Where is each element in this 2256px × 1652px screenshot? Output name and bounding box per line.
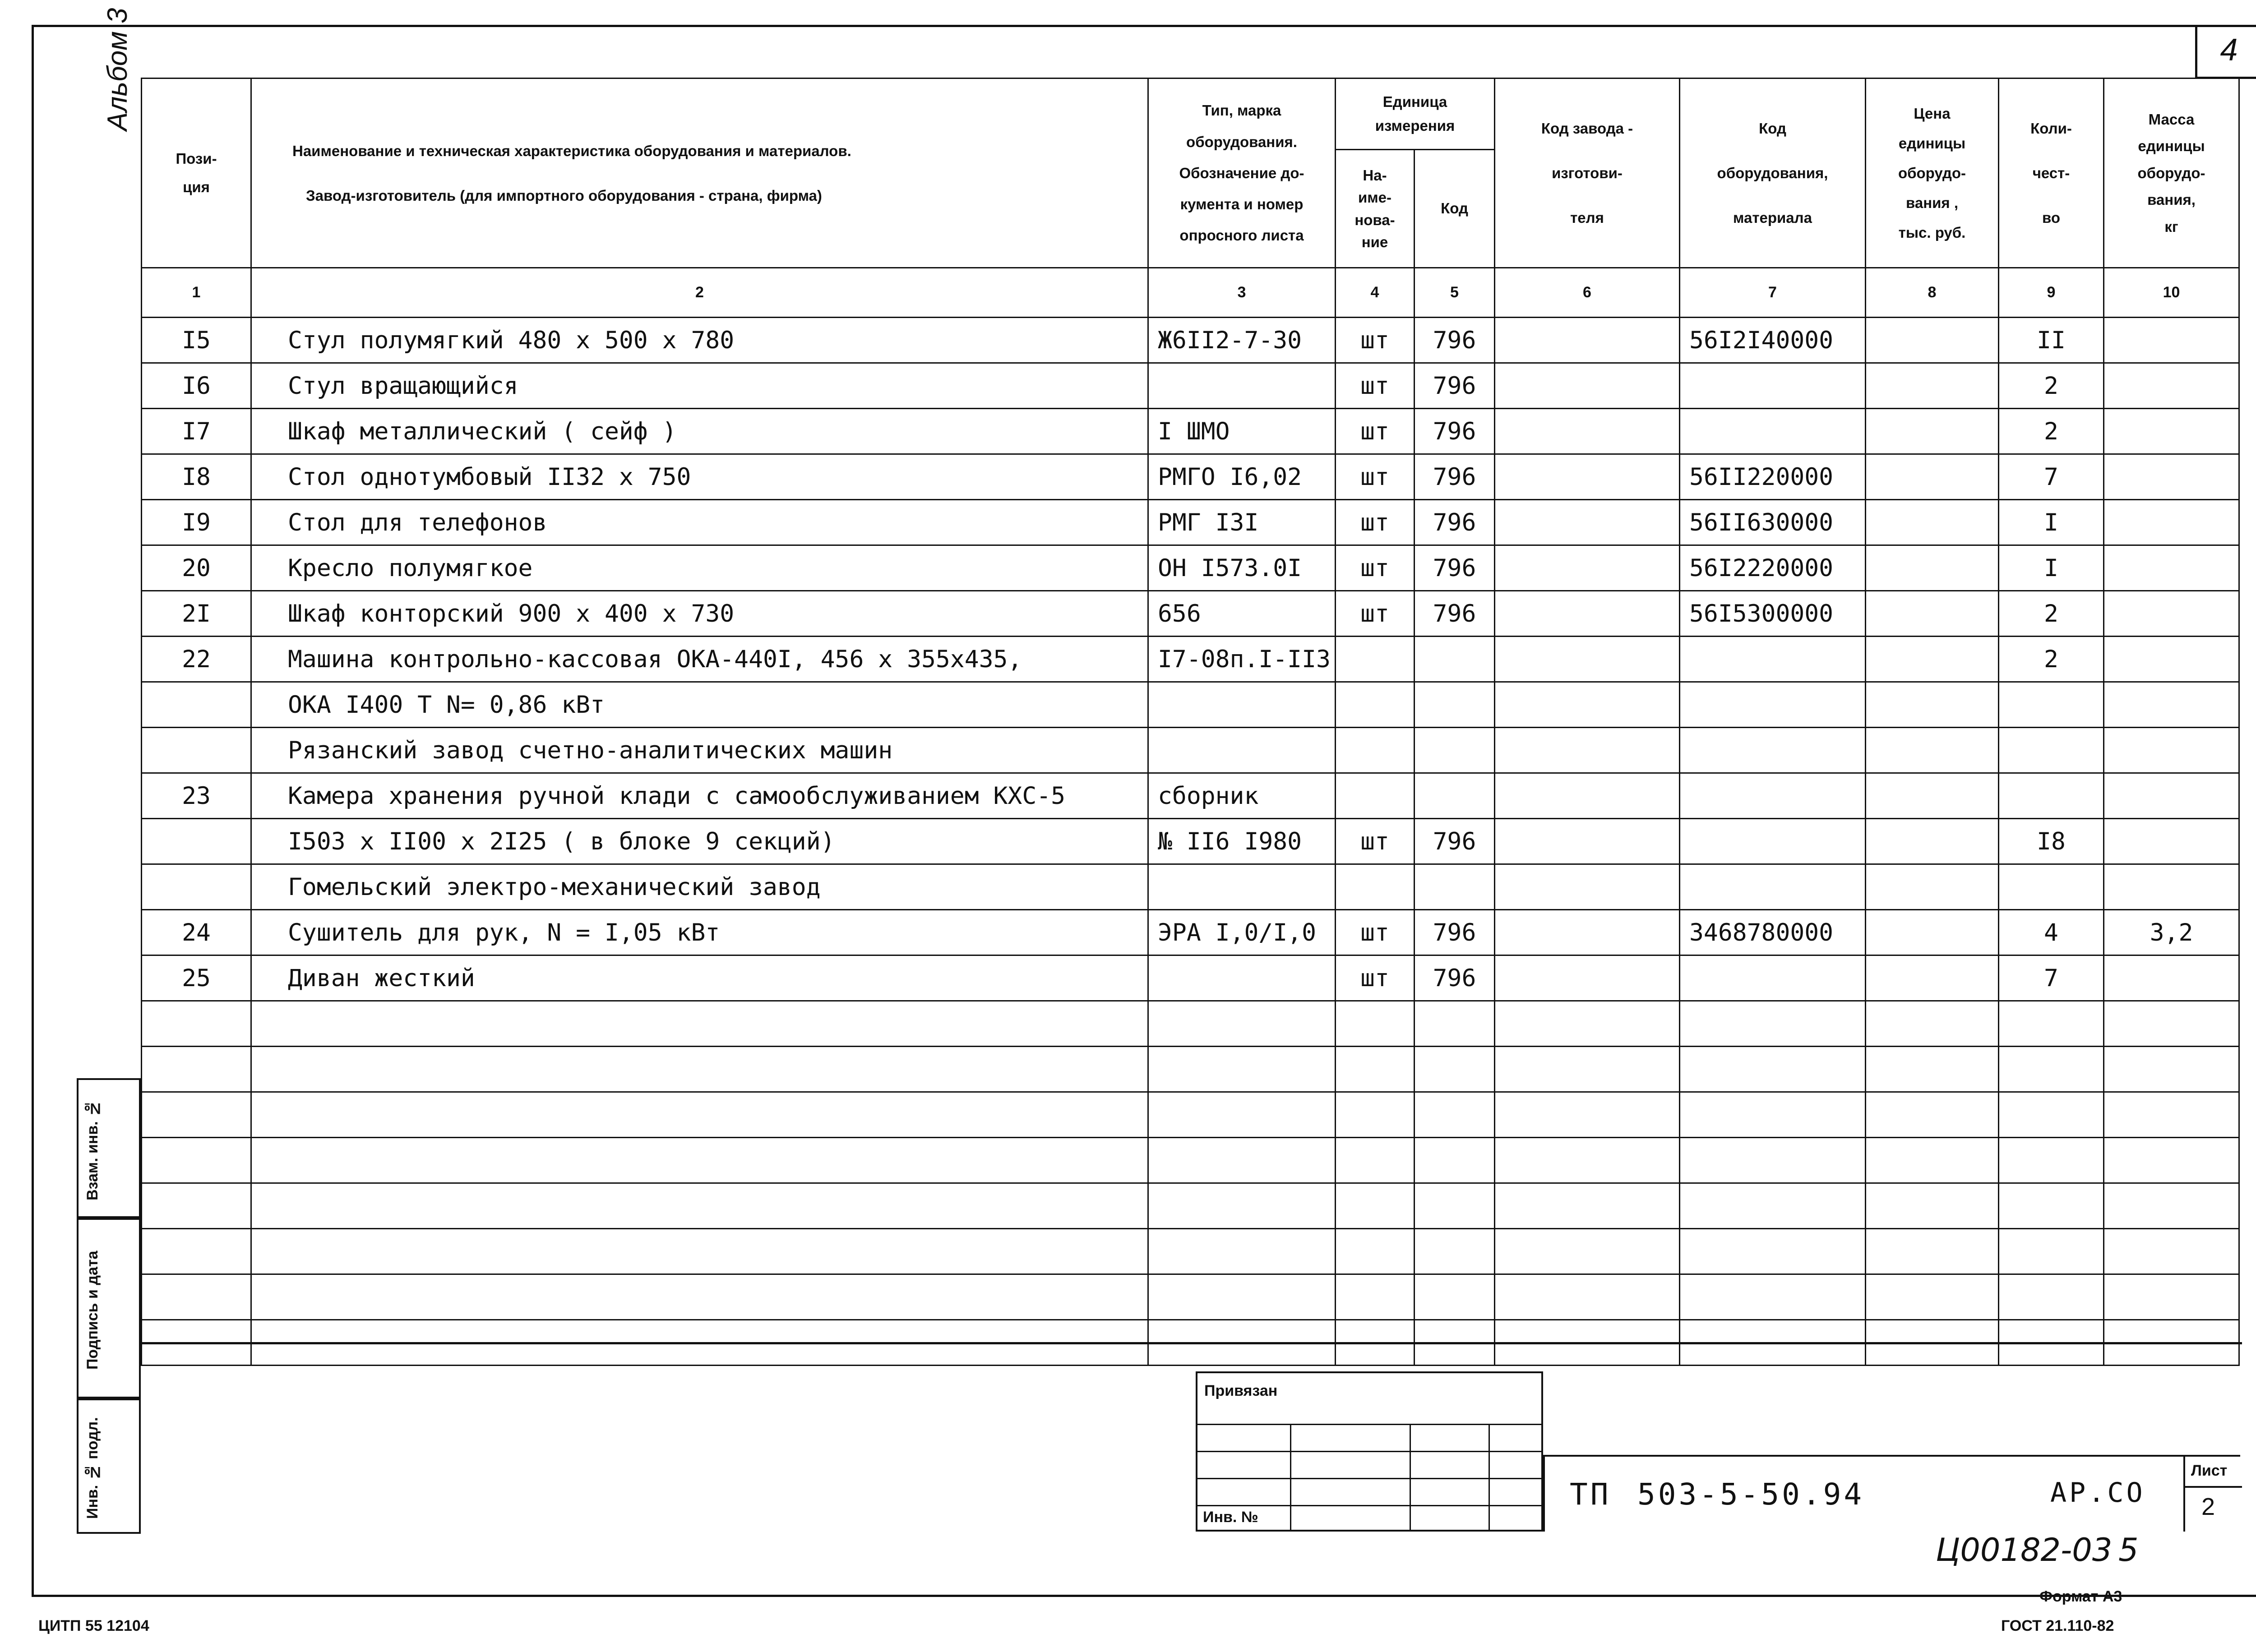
cell-unit: шт: [1336, 591, 1415, 637]
table-row: [142, 591, 2239, 637]
header-factory-code: Код завода - изготови- теля: [1495, 78, 1680, 268]
handwritten-code: Ц00182-03: [1936, 1532, 2113, 1569]
cell-pos: I6: [142, 363, 251, 409]
table-row: [142, 637, 2239, 682]
cell-mcode: [1680, 773, 1866, 819]
cell-qty: 7: [1999, 454, 2104, 500]
table-row: [142, 819, 2239, 864]
cell-mcode: [1680, 363, 1866, 409]
empty-cell: [2104, 1229, 2239, 1274]
cell-mass: [2104, 682, 2239, 728]
cell-mass: [2104, 864, 2239, 910]
cell-mass: [2104, 819, 2239, 864]
cell-type: [1148, 363, 1336, 409]
cell-factory: [1495, 910, 1680, 955]
cell-pos: I8: [142, 454, 251, 500]
empty-cell: [1495, 1047, 1680, 1092]
cell-pos: 24: [142, 910, 251, 955]
empty-cell: [142, 1047, 251, 1092]
privyazan-label: Привязан: [1204, 1382, 1278, 1399]
header-mass: Масса единицы оборудо- вания, кг: [2104, 78, 2239, 268]
cell-code: [1415, 728, 1495, 773]
empty-cell: [2104, 1047, 2239, 1092]
empty-cell: [1148, 1229, 1336, 1274]
cell-qty: [1999, 864, 2104, 910]
empty-cell: [1336, 1001, 1415, 1047]
cell-pos: I5: [142, 318, 251, 363]
cell-mass: [2104, 728, 2239, 773]
cell-code: 796: [1415, 955, 1495, 1001]
empty-row: [142, 1229, 2239, 1274]
empty-cell: [1495, 1183, 1680, 1229]
header-material-code: Код оборудования, материала: [1680, 78, 1866, 268]
empty-cell: [1495, 1274, 1680, 1320]
table-row: [142, 955, 2239, 1001]
empty-row: [142, 1274, 2239, 1320]
cell-price: [1866, 819, 1999, 864]
empty-cell: [1866, 1001, 1999, 1047]
empty-cell: [1999, 1138, 2104, 1183]
cell-price: [1866, 318, 1999, 363]
cell-code: 796: [1415, 591, 1495, 637]
empty-cell: [1866, 1274, 1999, 1320]
header-position: Пози- ция: [142, 78, 251, 268]
empty-cell: [1495, 1229, 1680, 1274]
empty-row: [142, 1138, 2239, 1183]
cell-factory: [1495, 864, 1680, 910]
empty-row: [142, 1001, 2239, 1047]
cell-mass: [2104, 500, 2239, 545]
cell-factory: [1495, 591, 1680, 637]
cell-mcode: [1680, 728, 1866, 773]
cell-qty: 2: [1999, 363, 2104, 409]
cell-price: [1866, 454, 1999, 500]
cell-mass: [2104, 637, 2239, 682]
cell-name: Шкаф конторский 900 x 400 x 730: [251, 591, 1148, 637]
table-row: [142, 545, 2239, 591]
cell-mass: [2104, 955, 2239, 1001]
cell-type: ОН I573.0I: [1148, 545, 1336, 591]
empty-cell: [2104, 1138, 2239, 1183]
cell-unit: шт: [1336, 363, 1415, 409]
inv-no-label: Инв. №: [1203, 1509, 1258, 1526]
empty-cell: [142, 1183, 251, 1229]
cell-code: [1415, 773, 1495, 819]
cell-qty: 2: [1999, 637, 2104, 682]
empty-row: [142, 1092, 2239, 1138]
cell-qty: [1999, 682, 2104, 728]
cell-name: Стул вращающийся: [251, 363, 1148, 409]
handwritten-page: 5: [2118, 1532, 2139, 1569]
empty-cell: [1680, 1274, 1866, 1320]
sheet-number: 2: [2201, 1493, 2215, 1520]
empty-cell: [1415, 1001, 1495, 1047]
empty-cell: [1866, 1138, 1999, 1183]
cell-factory: [1495, 637, 1680, 682]
cell-pos: [142, 864, 251, 910]
stamp-inv: Инв. № подл.: [77, 1398, 141, 1534]
cell-unit: [1336, 637, 1415, 682]
empty-cell: [1148, 1138, 1336, 1183]
cell-code: 796: [1415, 318, 1495, 363]
cell-factory: [1495, 728, 1680, 773]
empty-row: [142, 1047, 2239, 1092]
cell-type: сборник: [1148, 773, 1336, 819]
empty-cell: [1680, 1001, 1866, 1047]
cell-pos: [142, 682, 251, 728]
header-unit-code: Код: [1415, 150, 1495, 268]
empty-cell: [1866, 1047, 1999, 1092]
table-row: [142, 500, 2239, 545]
format-label: Формат А3: [2039, 1588, 2122, 1605]
cell-type: I ШМО: [1148, 409, 1336, 454]
table-row: [142, 363, 2239, 409]
empty-cell: [1680, 1229, 1866, 1274]
cell-price: [1866, 591, 1999, 637]
table-row: [142, 773, 2239, 819]
cell-unit: шт: [1336, 910, 1415, 955]
cell-code: [1415, 682, 1495, 728]
cell-qty: [1999, 773, 2104, 819]
cell-qty: I8: [1999, 819, 2104, 864]
empty-cell: [1415, 1183, 1495, 1229]
cell-mcode: [1680, 637, 1866, 682]
cell-mass: [2104, 591, 2239, 637]
cell-mcode: 56I2220000: [1680, 545, 1866, 591]
cell-qty: II: [1999, 318, 2104, 363]
cell-mcode: [1680, 864, 1866, 910]
cell-unit: шт: [1336, 318, 1415, 363]
cell-mcode: 56I2I40000: [1680, 318, 1866, 363]
empty-cell: [1680, 1183, 1866, 1229]
table-row: [142, 864, 2239, 910]
cell-price: [1866, 910, 1999, 955]
cell-price: [1866, 682, 1999, 728]
cell-mcode: [1680, 819, 1866, 864]
cell-qty: I: [1999, 545, 2104, 591]
empty-cell: [1336, 1229, 1415, 1274]
doc-number: 503-5-50.94: [1637, 1477, 1865, 1512]
empty-cell: [2104, 1001, 2239, 1047]
empty-cell: [142, 1001, 251, 1047]
cell-factory: [1495, 363, 1680, 409]
header-unit: Единица измерения: [1336, 78, 1495, 150]
cell-factory: [1495, 318, 1680, 363]
cell-price: [1866, 545, 1999, 591]
table-row: [142, 728, 2239, 773]
empty-cell: [2104, 1092, 2239, 1138]
column-number-row: 1 2 3 4 5 6 7 8 9 10: [142, 268, 2239, 318]
empty-cell: [251, 1229, 1148, 1274]
empty-cell: [251, 1001, 1148, 1047]
cell-pos: I9: [142, 500, 251, 545]
cell-type: I7-08п.I-II3: [1148, 637, 1336, 682]
cell-type: № II6 I980: [1148, 819, 1336, 864]
header-price: Цена единицы оборудо- вания , тыс. руб.: [1866, 78, 1999, 268]
cell-factory: [1495, 545, 1680, 591]
empty-cell: [1148, 1274, 1336, 1320]
empty-cell: [142, 1229, 251, 1274]
empty-cell: [1148, 1092, 1336, 1138]
header-quantity: Коли- чест- во: [1999, 78, 2104, 268]
cell-price: [1866, 773, 1999, 819]
cell-unit: шт: [1336, 955, 1415, 1001]
cell-name: Стол для телефонов: [251, 500, 1148, 545]
empty-cell: [1999, 1183, 2104, 1229]
cell-factory: [1495, 955, 1680, 1001]
cell-pos: 22: [142, 637, 251, 682]
empty-cell: [2104, 1183, 2239, 1229]
table-row: [142, 409, 2239, 454]
cell-qty: I: [1999, 500, 2104, 545]
cell-name: Машина контрольно-кассовая ОКА-440I, 456 x 355x435,: [251, 637, 1148, 682]
empty-cell: [1148, 1047, 1336, 1092]
cell-unit: шт: [1336, 545, 1415, 591]
doc-mark: АР.СО: [2050, 1477, 2145, 1509]
empty-cell: [1999, 1274, 2104, 1320]
title-block: [1543, 1455, 2240, 1532]
cell-unit: шт: [1336, 409, 1415, 454]
privyazan-stamp: [1196, 1371, 1543, 1532]
empty-cell: [1866, 1092, 1999, 1138]
cell-price: [1866, 637, 1999, 682]
cell-code: 796: [1415, 409, 1495, 454]
sheet-label: Лист: [2191, 1462, 2228, 1479]
cell-unit: шт: [1336, 454, 1415, 500]
cell-price: [1866, 409, 1999, 454]
empty-cell: [1336, 1047, 1415, 1092]
empty-cell: [1336, 1138, 1415, 1183]
cell-type: [1148, 728, 1336, 773]
header-name: Наименование и техническая характеристика оборудования и материалов. Завод-изготовитель (для импортного оборудования - страна, фирма): [251, 78, 1148, 268]
cell-price: [1866, 500, 1999, 545]
empty-cell: [1336, 1092, 1415, 1138]
empty-cell: [1680, 1047, 1866, 1092]
cell-mass: [2104, 363, 2239, 409]
empty-row: [142, 1183, 2239, 1229]
header-unit-name: На- име- нова- ние: [1336, 150, 1415, 268]
cell-unit: шт: [1336, 500, 1415, 545]
sheet-corner-number: 4: [2195, 25, 2256, 79]
cell-type: РМГО I6,02: [1148, 454, 1336, 500]
empty-cell: [1415, 1274, 1495, 1320]
cell-mcode: 56II630000: [1680, 500, 1866, 545]
cell-name: Шкаф металлический ( сейф ): [251, 409, 1148, 454]
cell-factory: [1495, 500, 1680, 545]
cell-qty: 7: [1999, 955, 2104, 1001]
cell-price: [1866, 363, 1999, 409]
table-row: [142, 454, 2239, 500]
empty-cell: [1415, 1047, 1495, 1092]
cell-price: [1866, 728, 1999, 773]
cell-code: 796: [1415, 819, 1495, 864]
cell-factory: [1495, 773, 1680, 819]
bottom-rule: [141, 1342, 2242, 1344]
cell-pos: 23: [142, 773, 251, 819]
empty-cell: [251, 1092, 1148, 1138]
cell-unit: [1336, 682, 1415, 728]
empty-cell: [1495, 1138, 1680, 1183]
cell-pos: [142, 728, 251, 773]
empty-cell: [1866, 1229, 1999, 1274]
doc-prefix: ТП: [1570, 1477, 1611, 1512]
cell-qty: 4: [1999, 910, 2104, 955]
cell-mass: [2104, 454, 2239, 500]
cell-unit: [1336, 728, 1415, 773]
table-row: [142, 910, 2239, 955]
cell-pos: 25: [142, 955, 251, 1001]
cell-price: [1866, 864, 1999, 910]
empty-cell: [1415, 1138, 1495, 1183]
cell-mass: [2104, 409, 2239, 454]
cell-code: 796: [1415, 910, 1495, 955]
empty-cell: [1866, 1183, 1999, 1229]
citp-label: ЦИТП 55 12104: [38, 1617, 149, 1634]
header-type: Тип, марка оборудования. Обозначение до- кумента и номер опросного листа: [1148, 78, 1336, 268]
cell-pos: 20: [142, 545, 251, 591]
empty-cell: [1148, 1001, 1336, 1047]
cell-unit: [1336, 773, 1415, 819]
cell-factory: [1495, 682, 1680, 728]
cell-factory: [1495, 454, 1680, 500]
cell-pos: 2I: [142, 591, 251, 637]
cell-mass: [2104, 773, 2239, 819]
specification-table: [141, 78, 2240, 1366]
empty-cell: [142, 1274, 251, 1320]
cell-factory: [1495, 409, 1680, 454]
cell-mcode: 56I5300000: [1680, 591, 1866, 637]
cell-type: РМГ I3I: [1148, 500, 1336, 545]
cell-type: [1148, 682, 1336, 728]
empty-cell: [1415, 1229, 1495, 1274]
empty-cell: [2104, 1274, 2239, 1320]
empty-cell: [142, 1138, 251, 1183]
cell-code: 796: [1415, 363, 1495, 409]
cell-name: Камера хранения ручной клади с самообслуживанием КХС-5: [251, 773, 1148, 819]
empty-cell: [1680, 1138, 1866, 1183]
cell-name: Сушитель для рук, N = I,05 кВт: [251, 910, 1148, 955]
empty-cell: [1336, 1183, 1415, 1229]
empty-cell: [251, 1183, 1148, 1229]
empty-cell: [1999, 1092, 2104, 1138]
album-label: Альбом 3: [102, 8, 133, 131]
cell-code: 796: [1415, 454, 1495, 500]
cell-type: Ж6II2-7-30: [1148, 318, 1336, 363]
cell-type: 656: [1148, 591, 1336, 637]
cell-code: 796: [1415, 545, 1495, 591]
cell-code: [1415, 864, 1495, 910]
table-row: [142, 318, 2239, 363]
empty-cell: [251, 1274, 1148, 1320]
cell-name: Стол однотумбовый II32 x 750: [251, 454, 1148, 500]
cell-name: Диван жесткий: [251, 955, 1148, 1001]
empty-cell: [1336, 1274, 1415, 1320]
empty-cell: [1999, 1229, 2104, 1274]
empty-cell: [1999, 1001, 2104, 1047]
cell-qty: 2: [1999, 409, 2104, 454]
cell-name: Гомельский электро-механический завод: [251, 864, 1148, 910]
cell-unit: [1336, 864, 1415, 910]
cell-unit: шт: [1336, 819, 1415, 864]
cell-type: ЭРА I,0/I,0: [1148, 910, 1336, 955]
empty-cell: [251, 1138, 1148, 1183]
cell-mass: [2104, 318, 2239, 363]
cell-code: [1415, 637, 1495, 682]
cell-mass: [2104, 545, 2239, 591]
cell-qty: [1999, 728, 2104, 773]
cell-mcode: [1680, 682, 1866, 728]
empty-cell: [1415, 1092, 1495, 1138]
empty-cell: [251, 1047, 1148, 1092]
cell-price: [1866, 955, 1999, 1001]
empty-cell: [1999, 1047, 2104, 1092]
cell-mcode: 56II220000: [1680, 454, 1866, 500]
cell-mass: 3,2: [2104, 910, 2239, 955]
empty-cell: [1148, 1183, 1336, 1229]
empty-cell: [1495, 1001, 1680, 1047]
cell-factory: [1495, 819, 1680, 864]
empty-cell: [1680, 1092, 1866, 1138]
empty-cell: [1495, 1092, 1680, 1138]
cell-type: [1148, 955, 1336, 1001]
stamp-vzam: Взам. инв. №: [77, 1078, 141, 1218]
cell-pos: I7: [142, 409, 251, 454]
cell-mcode: [1680, 409, 1866, 454]
cell-mcode: 3468780000: [1680, 910, 1866, 955]
cell-name: I503 x II00 x 2I25 ( в блоке 9 секций): [251, 819, 1148, 864]
table-row: [142, 682, 2239, 728]
cell-type: [1148, 864, 1336, 910]
cell-name: Стул полумягкий 480 x 500 x 780: [251, 318, 1148, 363]
stamp-podpis: Подпись и дата: [77, 1218, 141, 1398]
cell-name: Кресло полумягкое: [251, 545, 1148, 591]
cell-qty: 2: [1999, 591, 2104, 637]
empty-cell: [142, 1092, 251, 1138]
cell-name: Рязанский завод счетно-аналитических машин: [251, 728, 1148, 773]
cell-mcode: [1680, 955, 1866, 1001]
cell-name: ОКА I400 Т N= 0,86 кВт: [251, 682, 1148, 728]
gost-label: ГОСТ 21.110-82: [2001, 1617, 2114, 1634]
cell-code: 796: [1415, 500, 1495, 545]
cell-pos: [142, 819, 251, 864]
